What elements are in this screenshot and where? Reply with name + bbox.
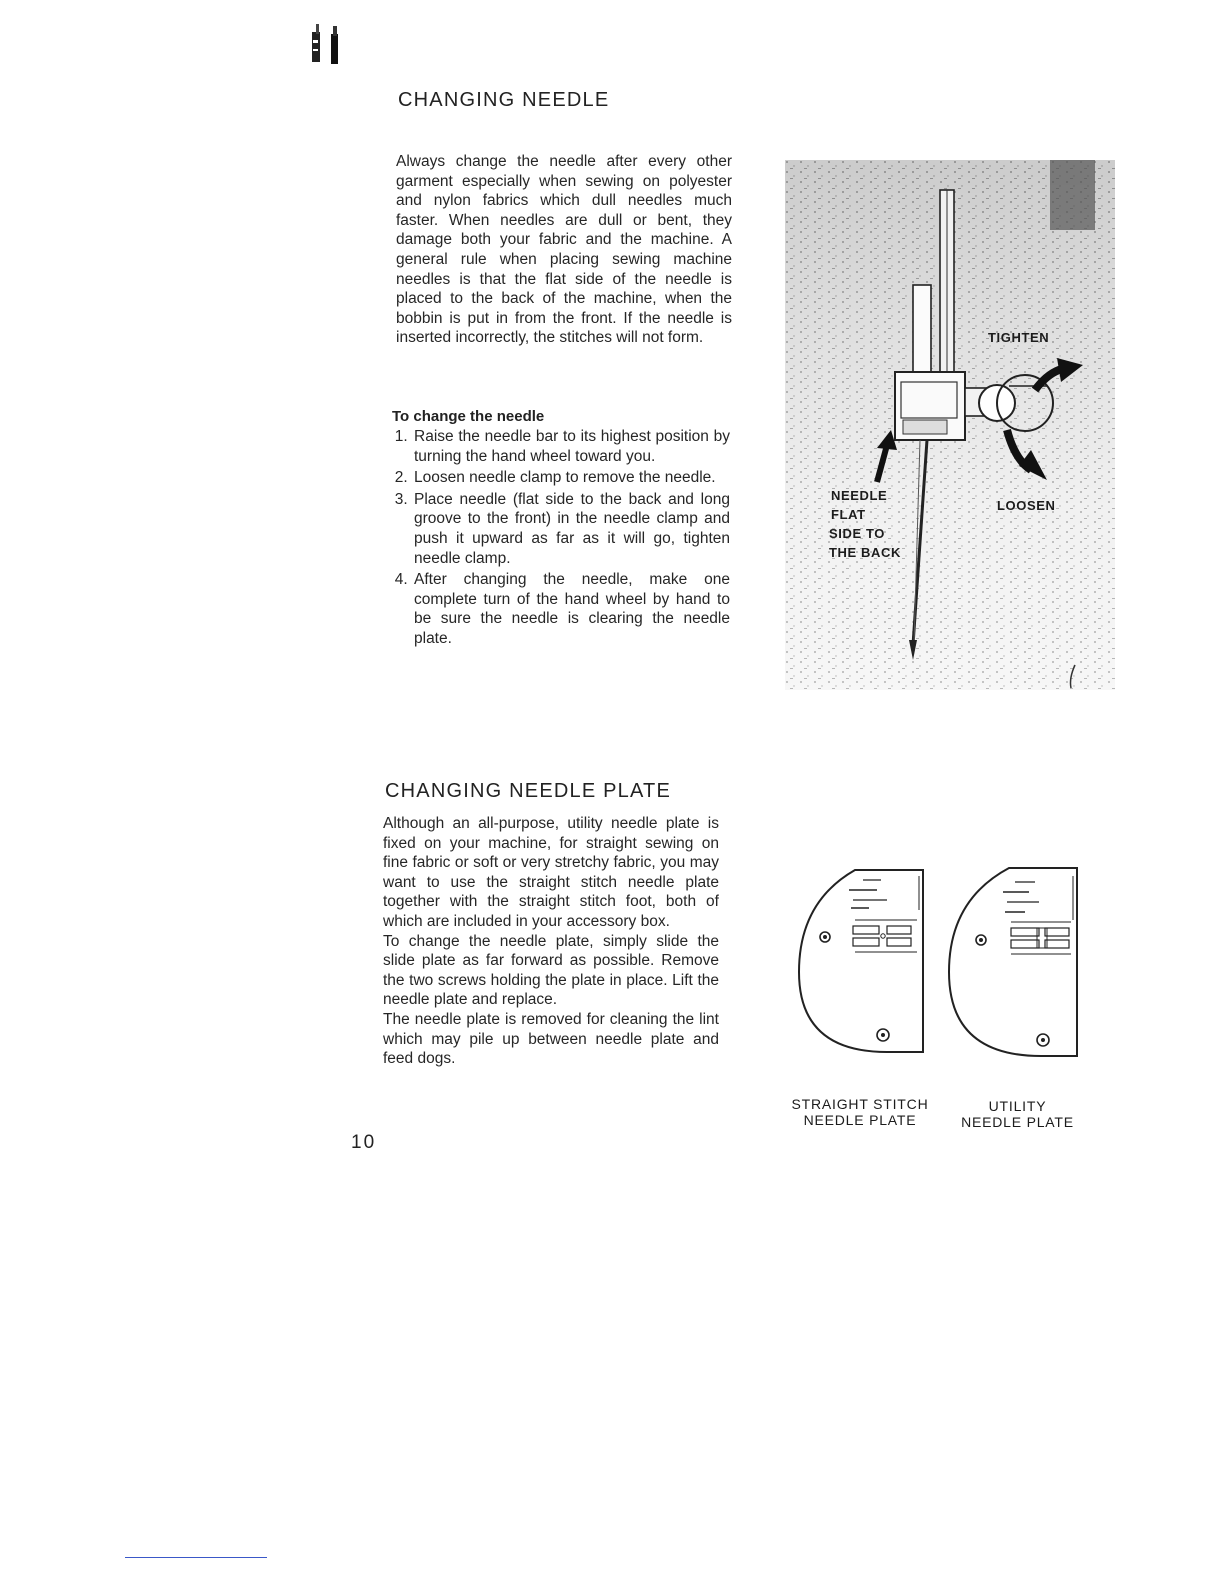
caption-utility-plate [950, 1098, 1085, 1130]
caption-line: NEEDLE PLATE [803, 1112, 917, 1128]
step-item: 3. Place needle (flat side to the back and long groove to the front) in the needle clamp and push it upward as far as it will go, tighten needle clamp. [412, 490, 730, 568]
page-number: 10 [351, 1132, 377, 1153]
plate-paragraph: To change the needle plate, simply slide the slide plate as far forward as possible. Remove the two screws holding the plate in place. Lift the needle plate and replace. [383, 932, 719, 1009]
caption-line: NEEDLE PLATE [961, 1114, 1074, 1130]
intro-paragraph: Always change the needle after every other garment especially when sewing on polyester and nylon fabrics which dull needles much faster. When needles are dull or bent, they damage both your fabric and the machine. A general rule when placing sewing machine needles is that the flat side of the needle is placed to the back of the machine, when the bobbin is put in from the front. If the needle is inserted incorrectly, the stitches will not form. [396, 153, 732, 347]
changing-needle-plate-text [383, 814, 719, 1069]
plate-paragraph: The needle plate is removed for cleaning the lint which may pile up between needle plate and feed dogs. [383, 1010, 719, 1068]
instructions-subheading: To change the needle [392, 408, 545, 425]
straight-stitch-needle-plate-illustration [795, 862, 930, 1057]
changing-needle-intro [396, 152, 732, 348]
step-item: 2. Loosen needle clamp to remove the needle. [412, 468, 730, 488]
binding-mark [311, 22, 341, 66]
needle-instructions [392, 408, 730, 651]
label-needle: NEEDLE [831, 488, 888, 503]
label-side-to: SIDE TO [829, 526, 885, 541]
footnote-rule [125, 1557, 267, 1558]
section-title-changing-needle: CHANGING NEEDLE [398, 89, 610, 111]
caption-line: UTILITY [988, 1098, 1047, 1114]
step-item: 4. After changing the needle, make one complete turn of the hand wheel by hand to be sure the needle is clearing the needle plate. [412, 570, 730, 648]
section-title-changing-needle-plate: CHANGING NEEDLE PLATE [385, 780, 672, 802]
caption-straight-stitch-plate [780, 1096, 940, 1128]
utility-needle-plate-illustration [945, 862, 1080, 1062]
caption-line: STRAIGHT STITCH [791, 1096, 929, 1112]
label-loosen: LOOSEN [997, 498, 1056, 513]
plate-paragraph: Although an all-purpose, utility needle plate is fixed on your machine, for straight sewing on fine fabric or soft or very stretchy fabric, you may want to use the straight stitch needle plate together with the straight stitch foot, both of which are included in your accessory box. [383, 815, 719, 930]
needle-steps-list [392, 427, 730, 649]
label-the-back: THE BACK [829, 545, 901, 560]
needle-figure [785, 160, 1115, 690]
step-item: 1. Raise the needle bar to its highest position by turning the hand wheel toward you. [412, 427, 730, 466]
label-flat: FLAT [831, 507, 866, 522]
label-tighten: TIGHTEN [988, 330, 1050, 345]
needle-clamp-illustration [785, 160, 1115, 690]
